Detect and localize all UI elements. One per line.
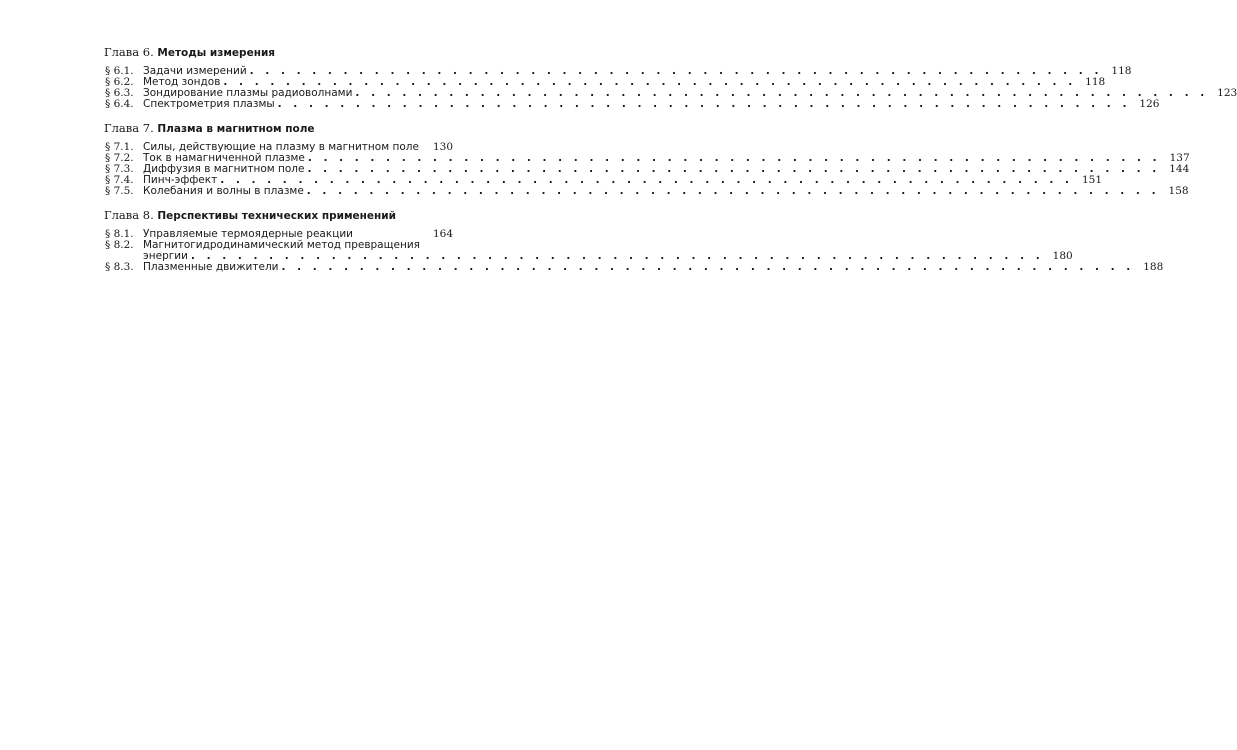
section-title: Диффузия в магнитном поле (143, 163, 305, 175)
section-number: § 6.1. (105, 65, 134, 77)
chapter-7 (104, 120, 1190, 197)
chapter-6 (104, 44, 1237, 110)
table-of-contents (104, 44, 1237, 283)
toc-entry (105, 98, 1160, 110)
section-number: § 7.2. (105, 152, 134, 164)
chapter-entries (104, 228, 1164, 273)
section-number: § 6.2. (105, 76, 134, 88)
section-number: § 8.1. (105, 228, 134, 240)
chapter-heading (104, 44, 472, 60)
page-number: 137 (1169, 152, 1190, 164)
section-title-block (143, 240, 1073, 262)
page-number: 180 (1052, 250, 1073, 262)
toc-entry (105, 239, 1073, 262)
toc-entry (105, 185, 1189, 197)
section-title: Ток в намагниченной плазме (143, 152, 305, 164)
chapter-heading (104, 207, 472, 223)
page-number: 144 (1169, 163, 1190, 175)
section-number: § 8.3. (105, 261, 134, 273)
chapter-heading (104, 120, 472, 136)
page-number: 123 (1217, 87, 1237, 99)
section-title: Колебания и волны в плазме (143, 185, 304, 197)
chapter-title: Перспективы технических применений (157, 210, 397, 222)
dot-leader (282, 262, 1135, 273)
section-number: § 8.2. (105, 239, 134, 251)
section-title-line2: энергии (143, 250, 188, 262)
page-number: 158 (1168, 185, 1189, 197)
section-title: Управляемые термоядерные реакции (143, 228, 353, 240)
section-title: Задачи измерений (143, 65, 247, 77)
section-number: § 6.4. (105, 98, 134, 110)
section-title: Плазменные движители (143, 261, 279, 273)
section-number: § 7.5. (105, 185, 134, 197)
chapter-number: Глава 7. (104, 121, 154, 135)
chapter-entries (104, 141, 1190, 197)
section-number: § 6.3. (105, 87, 134, 99)
section-number: § 7.4. (105, 174, 134, 186)
toc-entry (105, 261, 1164, 273)
chapter-title: Методы измерения (157, 47, 276, 59)
chapter-number: Глава 8. (104, 208, 154, 222)
page-number: 130 (432, 141, 453, 153)
chapter-title: Плазма в магнитном поле (157, 123, 315, 135)
section-title: Пинч-эффект (143, 174, 218, 186)
section-title: Зондирование плазмы радиоволнами (143, 87, 353, 99)
page-number: 118 (1111, 65, 1132, 77)
section-title: Магнитогидродинамический метод превращения (143, 239, 420, 251)
section-title: Метод зондов (143, 76, 221, 88)
page-number: 188 (1143, 261, 1164, 273)
chapter-entries (104, 65, 1237, 110)
chapter-8 (104, 207, 1164, 273)
section-number: § 7.1. (105, 141, 134, 153)
page-number: 151 (1081, 174, 1102, 186)
page-number: 118 (1085, 76, 1106, 88)
section-number: § 7.3. (105, 163, 134, 175)
page-number: 126 (1139, 98, 1160, 110)
chapter-number: Глава 6. (104, 45, 154, 59)
dot-leader (278, 99, 1131, 110)
page-number: 164 (432, 228, 453, 240)
section-title: Спектрометрия плазмы (143, 98, 275, 110)
dot-leader (307, 186, 1160, 197)
section-title: Силы, действующие на плазму в магнитном поле (143, 141, 419, 153)
